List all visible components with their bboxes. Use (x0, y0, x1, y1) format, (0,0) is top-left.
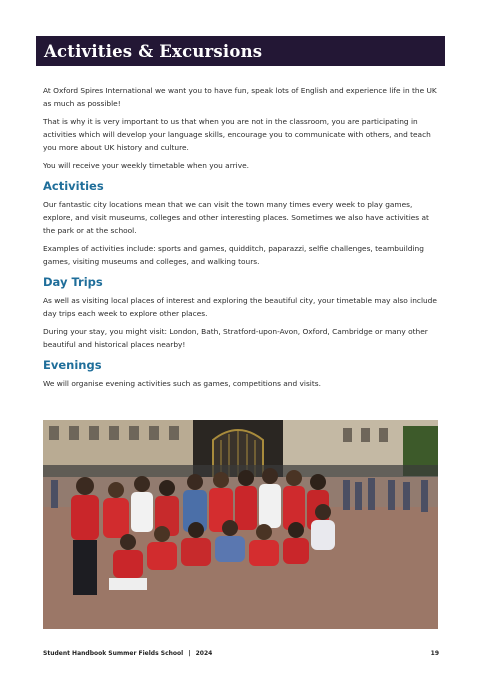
section-heading-evenings: Evenings (43, 358, 102, 372)
day-trips-paragraph: As well as visiting local places of interest and exploring the beautiful city, your timetable may also include day trips each week to explore other places. (43, 296, 437, 318)
activities-paragraph: Examples of activities include: sports and games, quidditch, paparazzi, selfie challenges, teambuilding games, visiting museums and colleges, and walking tours. (43, 244, 424, 266)
evenings-paragraph: We will organise evening activities such as games, competitions and visits. (43, 379, 321, 388)
title-banner (36, 36, 445, 66)
activities-paragraph: Our fantastic city locations mean that we can visit the town many times every week to play games, explore, and visit museums, colleges and other interesting places. Sometimes we also have activities at the park or at the school. (43, 200, 429, 235)
footer-separator: | (188, 650, 191, 657)
day-trips-paragraph: During your stay, you might visit: London, Bath, Stratford-upon-Avon, Oxford, Cambridge or many other beautiful and historical places nearby! (43, 327, 428, 349)
page-footer (43, 650, 439, 657)
main-content (43, 84, 439, 395)
intro-paragraph: At Oxford Spires International we want you to have fun, speak lots of English and experience life in the UK as much as possible! (43, 86, 437, 108)
footer-year: 2024 (195, 650, 213, 657)
section-heading-day-trips: Day Trips (43, 275, 103, 289)
footer-handbook-label (43, 650, 212, 657)
footer-handbook-text: Student Handbook Summer Fields School (43, 650, 184, 657)
intro-paragraph: That is why it is very important to us that when you are not in the classroom, you are participating in activities which will develop your language skills, encourage you to communicate with others, and teach you more about UK history and culture. (43, 117, 431, 152)
intro-paragraph: You will receive your weekly timetable when you arrive. (43, 161, 249, 170)
page-number: 19 (430, 650, 439, 657)
section-heading-activities: Activities (43, 179, 104, 193)
page-title: Activities & Excursions (44, 41, 263, 61)
group-photo (43, 420, 438, 629)
